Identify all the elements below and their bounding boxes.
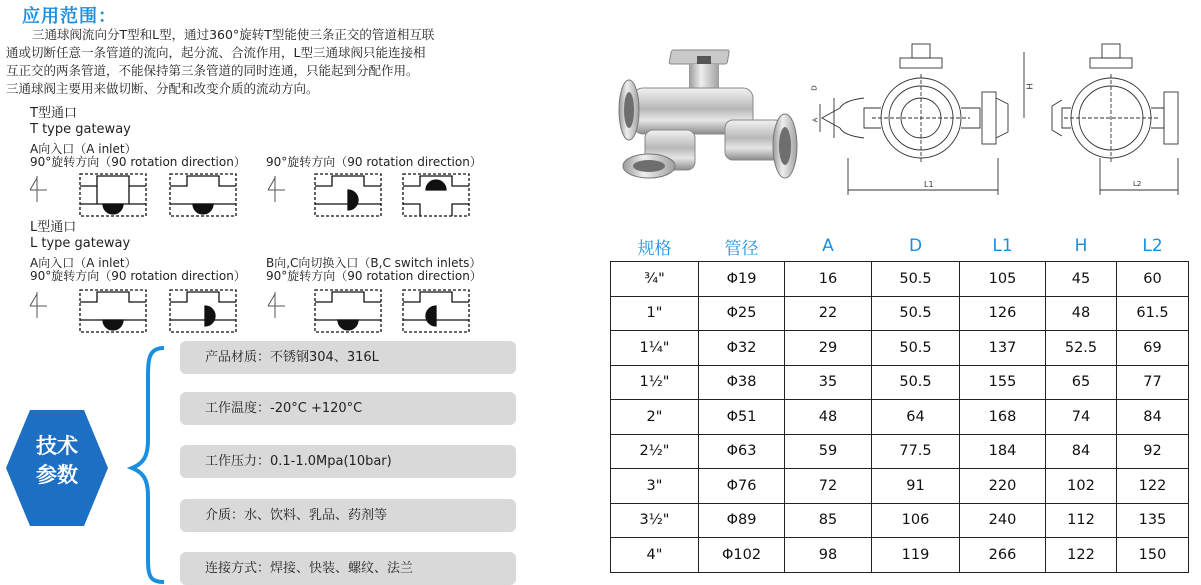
t-valve-diagram: [403, 174, 469, 216]
table-cell: 155: [960, 365, 1046, 400]
table-cell: 50.5: [872, 262, 960, 297]
table-cell: 35: [785, 365, 872, 400]
l-a-inlet-label: A向入口（A inlet）: [30, 256, 137, 270]
table-cell: 112: [1046, 503, 1117, 538]
table-cell: Φ51: [699, 400, 785, 435]
table-cell: 74: [1046, 400, 1117, 435]
table-cell: 22: [785, 296, 872, 331]
front-view-drawing: [812, 40, 1027, 200]
table-cell: Φ19: [699, 262, 785, 297]
angle-icon: [268, 176, 285, 202]
table-cell: 50.5: [872, 331, 960, 366]
table-row: [611, 365, 1189, 400]
table-cell: 16: [785, 262, 872, 297]
l-rotation-label-1: 90°旋转方向（90 rotation direction）: [30, 269, 246, 283]
intro-line: 三通球阀主要用来做切断、分配和改变介质的流动方向。: [6, 81, 319, 96]
col-header: 规格: [637, 238, 672, 259]
table-cell: 85: [785, 503, 872, 538]
badge-text: [6, 432, 108, 490]
table-cell: 150: [1117, 538, 1189, 573]
badge-line-2: 参数: [36, 463, 78, 487]
table-cell: 2": [611, 400, 699, 435]
side-view-drawing: [1048, 40, 1198, 200]
table-cell: 135: [1117, 503, 1189, 538]
table-cell: 184: [960, 434, 1046, 469]
t-a-inlet-label: A向入口（A inlet）: [30, 142, 137, 156]
brace-shape: [132, 348, 164, 582]
table-cell: Φ25: [699, 296, 785, 331]
table-cell: 1¼": [611, 331, 699, 366]
angle-icon: [30, 176, 47, 202]
table-cell: Φ32: [699, 331, 785, 366]
table-row: [611, 296, 1189, 331]
table-cell: 240: [960, 503, 1046, 538]
table-cell: 91: [872, 469, 960, 504]
l-type-diagrams: [25, 284, 475, 336]
table-cell: 92: [1117, 434, 1189, 469]
table-cell: 266: [960, 538, 1046, 573]
table-cell: 3": [611, 469, 699, 504]
table-cell: 1": [611, 296, 699, 331]
table-cell: 50.5: [872, 365, 960, 400]
table-cell: ¾": [611, 262, 699, 297]
intro-line: 通或切断任意一条管道的流向，起分流、合流作用，L型三通球阀只能连接相: [6, 45, 426, 60]
table-header-row: [611, 231, 1189, 262]
table-cell: 84: [1046, 434, 1117, 469]
table-cell: 29: [785, 331, 872, 366]
table-cell: 61.5: [1117, 296, 1189, 331]
t-type-title-en: T type gateway: [30, 122, 131, 137]
l-rotation-label-2: 90°旋转方向（90 rotation direction）: [266, 269, 482, 283]
table-row: [611, 434, 1189, 469]
l-bc-inlets-label: B向,C向切换入口（B,C switch inlets）: [266, 256, 482, 270]
table-cell: Φ76: [699, 469, 785, 504]
table-row: [611, 262, 1189, 297]
t-rotation-label-1: 90°旋转方向（90 rotation direction）: [30, 155, 246, 169]
dim-label-a: A: [811, 117, 820, 123]
spec-table: [610, 231, 1189, 573]
table-row: [611, 538, 1189, 573]
table-cell: 59: [785, 434, 872, 469]
table-cell: 106: [872, 503, 960, 538]
table-cell: Φ89: [699, 503, 785, 538]
table-cell: 126: [960, 296, 1046, 331]
l-valve-diagram: [170, 290, 236, 332]
dim-label-l1: L1: [924, 180, 934, 189]
table-body: [611, 262, 1189, 573]
table-cell: Φ38: [699, 365, 785, 400]
table-cell: 69: [1117, 331, 1189, 366]
table-cell: 77: [1117, 365, 1189, 400]
col-header: A: [822, 236, 834, 256]
intro-line: 互正交的两条管道，不能保持第三条管道的同时连通，只能起到分配作用。: [6, 63, 419, 78]
t-valve-diagram: [80, 174, 146, 216]
table-cell: 50.5: [872, 296, 960, 331]
page-title: 应用范围：: [22, 6, 117, 27]
table-cell: 84: [1117, 400, 1189, 435]
table-cell: 48: [785, 400, 872, 435]
col-header: L2: [1142, 236, 1163, 256]
l-type-title-en: L type gateway: [30, 236, 131, 251]
angle-icon: [30, 292, 47, 318]
col-header: H: [1074, 236, 1088, 256]
t-rotation-label-2: 90°旋转方向（90 rotation direction）: [266, 155, 482, 169]
table-cell: 48: [1046, 296, 1117, 331]
table-cell: 122: [1117, 469, 1189, 504]
dim-label-l2: L2: [1133, 180, 1142, 188]
table-cell: 119: [872, 538, 960, 573]
table-row: [611, 400, 1189, 435]
table-cell: 45: [1046, 262, 1117, 297]
l-valve-diagram: [315, 290, 381, 332]
table-cell: 168: [960, 400, 1046, 435]
table-cell: 60: [1117, 262, 1189, 297]
intro-line: 三通球阀流向分T型和L型，通过360°旋转T型能使三条正交的管道相互联: [32, 27, 435, 42]
dim-label-d: D: [810, 85, 819, 91]
table-cell: 2½": [611, 434, 699, 469]
table-cell: 220: [960, 469, 1046, 504]
spec-material: 产品材质：不锈钢304、316L: [180, 341, 516, 374]
spec-pressure: 工作压力：0.1-1.0Mpa(10bar): [180, 445, 516, 478]
l-valve-diagram: [403, 290, 469, 332]
t-type-diagrams: [25, 168, 475, 220]
col-header: 管径: [724, 238, 759, 259]
table-cell: 137: [960, 331, 1046, 366]
table-cell: 105: [960, 262, 1046, 297]
table-cell: Φ102: [699, 538, 785, 573]
table-cell: 98: [785, 538, 872, 573]
table-row: [611, 469, 1189, 504]
table-cell: 1½": [611, 365, 699, 400]
t-valve-diagram: [315, 174, 381, 216]
col-header: D: [908, 236, 923, 256]
table-cell: 3½": [611, 503, 699, 538]
intro-text: [6, 26, 526, 98]
t-valve-diagram: [170, 174, 236, 216]
l-type-title-cn: L型通口: [30, 220, 77, 235]
l-valve-diagram: [80, 290, 146, 332]
table-cell: Φ63: [699, 434, 785, 469]
table-cell: 77.5: [872, 434, 960, 469]
t-type-title-cn: T型通口: [30, 106, 77, 121]
valve-photo: [605, 30, 815, 200]
spec-connection: 连接方式：焊接、快装、螺纹、法兰: [180, 552, 516, 585]
angle-icon: [268, 292, 285, 318]
table-row: [611, 331, 1189, 366]
table-cell: 122: [1046, 538, 1117, 573]
table-row: [611, 503, 1189, 538]
spec-medium: 介质：水、饮料、乳品、药剂等: [180, 499, 516, 532]
table-cell: 4": [611, 538, 699, 573]
table-cell: 65: [1046, 365, 1117, 400]
spec-temperature: 工作温度：-20°C +120°C: [180, 392, 516, 425]
badge-line-1: 技术: [36, 434, 78, 458]
table-cell: 52.5: [1046, 331, 1117, 366]
table-cell: 102: [1046, 469, 1117, 504]
dim-label-h: H: [1025, 83, 1035, 90]
col-header: L1: [992, 236, 1013, 256]
table-cell: 64: [872, 400, 960, 435]
table-cell: 72: [785, 469, 872, 504]
